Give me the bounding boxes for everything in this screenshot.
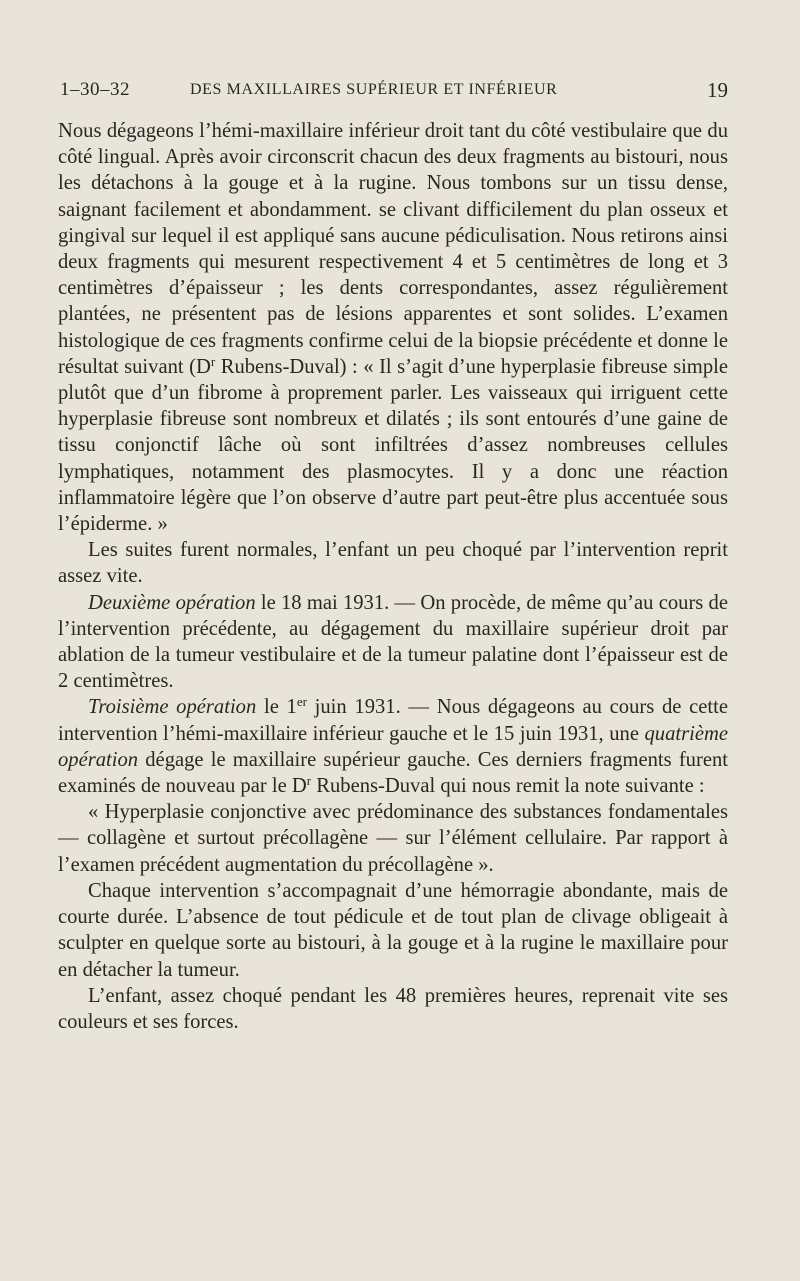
paragraph-4-text-c: dégage le maxillaire supérieur gauche. Ces derniers fragments furent examinés de nouveau par le D bbox=[58, 748, 728, 798]
paragraph-1-text: Nous dégageons l’hémi-maxillaire inférieur droit tant du côté vestibulaire que du côté lingual. Après avoir circonscrit chacun des deux fragments au bistouri, nous les détachons à la gouge et à la rugine. Nous tombons sur un tissu dense, saignant facilement et abondamment. se clivant difficilement du plan osseux et gingival sur lequel il est appliqué sans aucune pédiculisation. Nous retirons ainsi deux fragments qui mesurent respectivement 4 et 5 centimètres de long et 3 centimètres d’épaisseur ; les dents correspondantes, assez régulièrement plantées, ne présentent pas de lésions apparentes et sont solides. L’examen histologique de ces fragments confirme celui de la biopsie précédente et donne le résultat suivant (D bbox=[58, 120, 728, 378]
paragraph-6: Chaque intervention s’accompagnait d’une hémorragie abondante, mais de courte durée. L’absence de tout pédicule et de tout plan de clivage obligeait à sculpter en quelque sorte au bistouri, à la gouge et à la rugine le maxillaire pour en détacher la tumeur. bbox=[58, 879, 728, 981]
italic-deuxieme-operation: Deuxième opération bbox=[88, 591, 256, 614]
paragraph-3-text: le 18 mai 1931. — On procède, de même qu’au cours de l’intervention précédente, au dégagement du maxillaire supérieur droit par ablation de la tumeur vestibulaire et de la tumeur palatine dont l’épaisseur est de 2 centimètres. bbox=[58, 591, 728, 693]
paragraph-1 bbox=[58, 118, 728, 537]
paragraph-4-text-a: le 1 bbox=[256, 696, 297, 719]
paragraph-3 bbox=[58, 590, 728, 695]
italic-quatrieme-operation: quatrième opération bbox=[58, 722, 728, 771]
page-number: 19 bbox=[707, 78, 728, 102]
paragraph-5-quote: « Hyperplasie conjonctive avec prédominance des substances fondamentales — collagène et surtout précollagène — sur l’élément cellulaire. Par rapport à l’examen précédent augmentation du précollagène ». bbox=[58, 801, 728, 876]
superscript-er: er bbox=[296, 694, 307, 710]
running-head bbox=[60, 74, 728, 106]
body-text bbox=[58, 118, 728, 1035]
section-reference: 1–30–32 bbox=[60, 79, 130, 100]
paragraph-1-text-end: Rubens-Duval) : « Il s’agit d’une hyperplasie fibreuse simple plutôt que d’un fibrome à proprement parler. Les vaisseaux qui irriguent cette hyperplasie fibreuse sont nombreux et dilatés ; ils sont entourés d’une gaine de tissu conjonctif lâche où sont infiltrées d’assez nombreuses cellules lymphatiques, notamment des plasmocytes. Il y a donc une réaction inflammatoire légère que l’on observe d’autre part peut-être plus accentuée sous l’épiderme. » bbox=[58, 355, 728, 536]
running-title: DES MAXILLAIRES SUPÉRIEUR ET INFÉRIEUR bbox=[190, 81, 558, 98]
italic-troisieme-operation: Troisième opération bbox=[88, 696, 257, 719]
paragraph-4-text-b: juin 1931. — Nous dégageons au cours de cette intervention l’hémi-maxillaire inférieur gauche et le 15 juin 1931, une bbox=[58, 696, 728, 745]
paragraph-4-text-d: Rubens-Duval qui nous remit la note suivante : bbox=[311, 775, 705, 798]
superscript-r-2: r bbox=[306, 773, 312, 789]
paragraph-4 bbox=[58, 694, 728, 799]
paragraph-7: L’enfant, assez choqué pendant les 48 premières heures, reprenait vite ses couleurs et ses forces. bbox=[58, 984, 728, 1033]
superscript-r: r bbox=[210, 353, 216, 369]
paragraph-2: Les suites furent normales, l’enfant un peu choqué par l’intervention reprit assez vite. bbox=[58, 539, 728, 588]
